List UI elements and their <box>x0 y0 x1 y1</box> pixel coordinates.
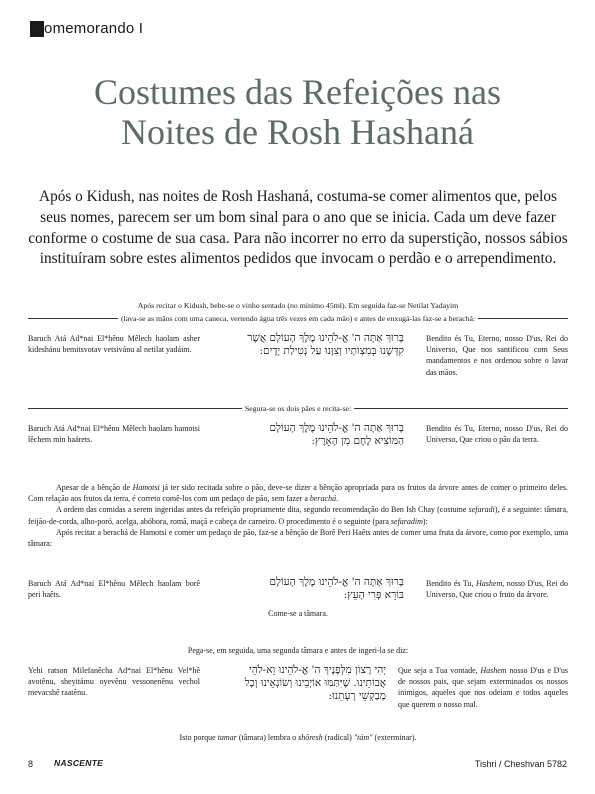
divider-rule-left <box>28 408 242 409</box>
issue-label: Tishri / Cheshvan 5782 <box>474 759 567 769</box>
hamotsi-transliteration: Baruch Atá Ad*nai El*hênu Mêlech haolam hamotsi lêchem min haárets. <box>28 424 200 445</box>
closing-note <box>28 732 568 743</box>
hamotsi-divider <box>28 402 568 414</box>
text-run: Que seja a Tua vontade, <box>398 666 481 675</box>
body-text <box>28 482 568 549</box>
yehi-ratson-hebrew-line-2: אֲבוֹתֵינוּ. שֶׁיִּתַּמּוּ אוֹיְבֵינוּ וְשׂוֹנְאֵינוּ וְכָל <box>244 677 386 689</box>
netilat-transliteration: Baruch Atá Ad*nai El*hênu Mêlech haolam asher kideshánu bemitsvotav vetsivánu al netilat yadáim. <box>28 334 200 355</box>
divider-rule-left <box>28 318 118 319</box>
eat-tamar-note: Come-se a tâmara. <box>268 609 328 618</box>
haets-hebrew-line-2: בּוֹרֵא פְּרִי הָעֵץ: <box>343 589 404 601</box>
title-line-2: Noites de Rosh Hashaná <box>121 112 474 152</box>
haets-translation <box>426 578 568 600</box>
text-run: já ter sido recitada sobre o pão, deve-se dizer a bênção apropriada para os frutos da árvore antes de comer o primeiro deles. Com relação aos frutos da terra, é correto comê-los com um pedaço de pão, sem fazer a <box>28 483 569 504</box>
yehi-ratson-translation <box>398 665 568 710</box>
italic-run: Hashem <box>480 666 507 675</box>
yehi-ratson-hebrew-line-3: מְבַקְשֵׁי רָעָתֵנוּ: <box>328 690 386 702</box>
text-run: (tâmara) lembra o <box>236 733 299 742</box>
divider-rule-right <box>478 318 568 319</box>
divider-rule-right <box>354 408 568 409</box>
intro-paragraph: Após o Kidush, nas noites de Rosh Hashaná, costuma-se comer alimentos que, pelos seus nomes, parecem ser um bom sinal para o ano que se inicia. Cada um deve fazer conforme o costume de sua casa. Para não incorrer no erro da superstição, nossos sábios instituíram sobre estes alimentos pedidos que invocam o perdão e o arrependimento. <box>28 188 568 268</box>
body-paragraph-2 <box>28 504 568 526</box>
italic-run: tamar <box>217 733 237 742</box>
text-run: Apesar de a bênção de <box>56 483 133 492</box>
title-line-1: Costumes das Refeições nas <box>94 72 501 112</box>
italic-run: "tám" <box>353 733 373 742</box>
instruction-line-2: (lava-se as mãos com uma caneca, vertendo água três vezes em cada mão) e antes de enxugá-las faz-se a berachá: <box>120 313 476 323</box>
text-run: ): <box>422 516 428 526</box>
body-paragraph-1 <box>28 482 568 504</box>
haets-hebrew <box>212 576 404 602</box>
magazine-logo: NASCENTE <box>54 758 104 768</box>
body-paragraph-3: Após recitar a berachá de Hamotsi e comer um pedaço de pão, faz-se a bênção de Borê Peri Haêts antes de comer uma fruta da árvore, como por exemplo, uma tâmara: <box>28 527 568 549</box>
text-run: A ordem das comidas a serem ingeridas antes da refeição propriamente dita, segundo recomendação do Ben Ish Chay (costume <box>56 505 469 515</box>
section-label: Comemorando I <box>33 20 144 37</box>
netilat-hebrew <box>212 332 404 358</box>
haets-transliteration: Baruch Atá Ad*nai El*hênu Mêlech haolam borê peri haêts. <box>28 579 200 600</box>
text-run: nosso D'us e D'us de nossos pais, que sejam exterminados os nossos inimigos, aqueles que nos odeiam e todos aqueles que querem o nosso mal. <box>398 666 568 709</box>
italic-run: Hashem <box>476 579 503 588</box>
netilat-translation: Bendito és Tu, Eterno, nosso D'us, Rei do Universo, Que nos santificou com Seus mandamentos e nos ordenou sobre o lavar das mãos. <box>426 334 568 377</box>
text-run: (radical) <box>322 733 354 742</box>
yehi-ratson-hebrew-line-1: יְהִי רָצוֹן מִלְּפָנֶיךָ ה' אֱ-לֹהֵינוּ וֵא-לֹהֵי <box>248 664 386 676</box>
text-run: Isto porque <box>179 733 218 742</box>
italic-run: shôresh <box>298 733 323 742</box>
italic-run: Hamotsi <box>132 483 160 492</box>
hamotsi-instruction: Segura-se os dois pães e recita-se: <box>244 403 352 413</box>
instruction-line-1: Após recitar o Kidush, bebe-se o vinho sentado (no mínimo 45ml). Em seguida faz-se Netilat Yadayim <box>137 301 459 310</box>
italic-run: berachá <box>309 494 337 504</box>
section-header <box>30 20 230 38</box>
page-number: 8 <box>28 759 34 769</box>
text-run: , nosso D'us, Rei do Universo, Que criou o fruto da árvore. <box>426 579 568 600</box>
hamotsi-hebrew-line-2: הַמּוֹצִיא לֶחֶם מִן הָאָרֶץ: <box>311 435 404 447</box>
haets-hebrew-line-1: בָּרוּךְ אַתָּה ה' אֱ-לֹהֵינוּ מֶלֶךְ הָעוֹלָם <box>269 576 404 588</box>
netilat-hebrew-line-2: קִדְּשָׁנוּ בְּמִצְוֹתָיו וְצִוָּנוּ עַל נְטִילַת יָדָיִם: <box>259 345 404 357</box>
text-run: Bendito és Tu, <box>426 579 477 588</box>
hamotsi-hebrew <box>212 422 404 448</box>
netilat-hebrew-line-1: בָּרוּךְ אַתָּה ה' אֱ-לֹהֵינוּ מֶלֶךְ הָעוֹלָם אֲשֶׁר <box>247 332 404 344</box>
italic-run: sefaradi <box>468 505 495 515</box>
tamar-instruction: Pega-se, em seguida, uma segunda tâmara e antes de ingeri-la se diz: <box>187 646 409 655</box>
hamotsi-hebrew-line-1: בָּרוּךְ אַתָּה ה' אֱ-לֹהֵינוּ מֶלֶךְ הָעוֹלָם <box>269 422 404 434</box>
instruction-divider-1 <box>28 312 568 324</box>
italic-run: sefaradim <box>390 516 423 526</box>
yehi-ratson-transliteration: Yehi ratson Milefanêcha Ad*nai El*hênu Vel*hê avotênu, sheyitámu oyevênu vessonenênu vechol mevacshê raatênu. <box>28 666 200 698</box>
yehi-ratson-hebrew <box>204 664 386 703</box>
text-run: . <box>336 494 339 504</box>
text-run: (exterminar). <box>372 733 417 742</box>
hamotsi-translation: Bendito és Tu, Eterno, nosso D'us, Rei do Universo, Que criou o pão da terra. <box>426 424 568 445</box>
page-title <box>0 72 595 152</box>
text-run: ), é a seguinte: tâmara, feijão-de-corda, alho-poró, acelga, abóbora, romã, maçã e cabeça de carneiro. O procedimento é o seguinte (para <box>28 505 568 526</box>
